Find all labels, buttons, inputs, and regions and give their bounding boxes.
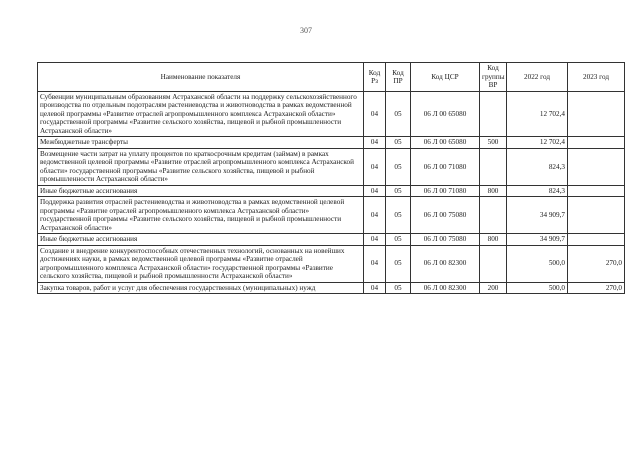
cell-vr <box>480 148 507 185</box>
header-rz: Код Рз <box>364 63 386 92</box>
table-row <box>38 245 625 282</box>
cell-2022: 34 909,7 <box>507 234 568 245</box>
cell-rz: 04 <box>364 197 386 234</box>
cell-csr: 06 Л 00 71080 <box>411 148 480 185</box>
cell-csr: 06 Л 00 65080 <box>411 137 480 148</box>
cell-vr: 500 <box>480 137 507 148</box>
header-2022: 2022 год <box>507 63 568 92</box>
cell-rz: 04 <box>364 245 386 282</box>
table-row <box>38 148 625 185</box>
cell-vr <box>480 92 507 137</box>
header-pr: Код ПР <box>386 63 411 92</box>
header-2023: 2023 год <box>568 63 625 92</box>
header-vr: Код группы ВР <box>480 63 507 92</box>
cell-pr: 05 <box>386 282 411 293</box>
cell-2022: 500,0 <box>507 245 568 282</box>
table-row <box>38 197 625 234</box>
cell-pr: 05 <box>386 92 411 137</box>
table-row <box>38 137 625 148</box>
cell-pr: 05 <box>386 245 411 282</box>
cell-name: Межбюджетные трансферты <box>38 137 364 148</box>
cell-2023 <box>568 185 625 196</box>
cell-2022: 824,3 <box>507 148 568 185</box>
cell-pr: 05 <box>386 148 411 185</box>
cell-2023 <box>568 92 625 137</box>
cell-2022: 824,3 <box>507 185 568 196</box>
cell-rz: 04 <box>364 234 386 245</box>
table-header-row <box>38 63 625 92</box>
cell-csr: 06 Л 00 82300 <box>411 245 480 282</box>
cell-pr: 05 <box>386 185 411 196</box>
cell-pr: 05 <box>386 197 411 234</box>
cell-rz: 04 <box>364 148 386 185</box>
cell-rz: 04 <box>364 185 386 196</box>
table-row <box>38 185 625 196</box>
cell-name: Поддержка развития отраслей растениеводства и животноводства в рамках ведомственной целевой программы «Развитие отраслей агропромышленного комплекса Астраханской области» государственной программы «Развитие сельского хозяйства, пищевой и рыбной промышленности Астраханской области» <box>38 197 364 234</box>
cell-name: Возмещение части затрат на уплату процентов по краткосрочным кредитам (займам) в рамках ведомственной целевой программы «Развитие отраслей агропромышленного комплекса Астраханской области» государственной программы «Развитие сельского хозяйства, пищевой и рыбной промышленности Астраханской области» <box>38 148 364 185</box>
cell-name: Иные бюджетные ассигнования <box>38 185 364 196</box>
header-csr: Код ЦСР <box>411 63 480 92</box>
cell-2023 <box>568 137 625 148</box>
cell-rz: 04 <box>364 137 386 148</box>
cell-name: Закупка товаров, работ и услуг для обеспечения государственных (муниципальных) нужд <box>38 282 364 293</box>
cell-2022: 12 702,4 <box>507 92 568 137</box>
cell-2022: 500,0 <box>507 282 568 293</box>
table-row <box>38 282 625 293</box>
cell-csr: 06 Л 00 71080 <box>411 185 480 196</box>
cell-pr: 05 <box>386 234 411 245</box>
cell-name: Иные бюджетные ассигнования <box>38 234 364 245</box>
table-row <box>38 92 625 137</box>
cell-vr <box>480 245 507 282</box>
cell-csr: 06 Л 00 75080 <box>411 197 480 234</box>
cell-vr: 200 <box>480 282 507 293</box>
cell-csr: 06 Л 00 82300 <box>411 282 480 293</box>
cell-2023 <box>568 234 625 245</box>
cell-rz: 04 <box>364 92 386 137</box>
cell-csr: 06 Л 00 75080 <box>411 234 480 245</box>
cell-2023 <box>568 197 625 234</box>
cell-csr: 06 Л 00 65080 <box>411 92 480 137</box>
cell-2023: 270,0 <box>568 282 625 293</box>
cell-pr: 05 <box>386 137 411 148</box>
header-name: Наименование показателя <box>38 63 364 92</box>
cell-2022: 12 702,4 <box>507 137 568 148</box>
cell-name: Субвенции муниципальным образованиям Астраханской области на поддержку сельскохозяйственного производства по отдельным подотраслям растениеводства и животноводства в рамках ведомственной целевой программы «Развитие отраслей агропромышленного комплекса Астраханской области» государственной программы «Развитие сельского хозяйства, пищевой и рыбной промышленности Астраханской области» <box>38 92 364 137</box>
cell-2023: 270,0 <box>568 245 625 282</box>
cell-2022: 34 909,7 <box>507 197 568 234</box>
cell-vr: 800 <box>480 234 507 245</box>
cell-rz: 04 <box>364 282 386 293</box>
table-row <box>38 234 625 245</box>
page-number: 307 <box>300 26 312 35</box>
budget-table <box>37 62 625 294</box>
cell-vr: 800 <box>480 185 507 196</box>
cell-vr <box>480 197 507 234</box>
cell-name: Создание и внедрение конкурентоспособных отечественных технологий, основанных на новейших достижениях науки, в рамках ведомственной целевой программы «Развитие отраслей агропромышленного комплекса Астраханской области» государственной программы «Развитие сельского хозяйства, пищевой и рыбной промышленности Астраханской области» <box>38 245 364 282</box>
cell-2023 <box>568 148 625 185</box>
